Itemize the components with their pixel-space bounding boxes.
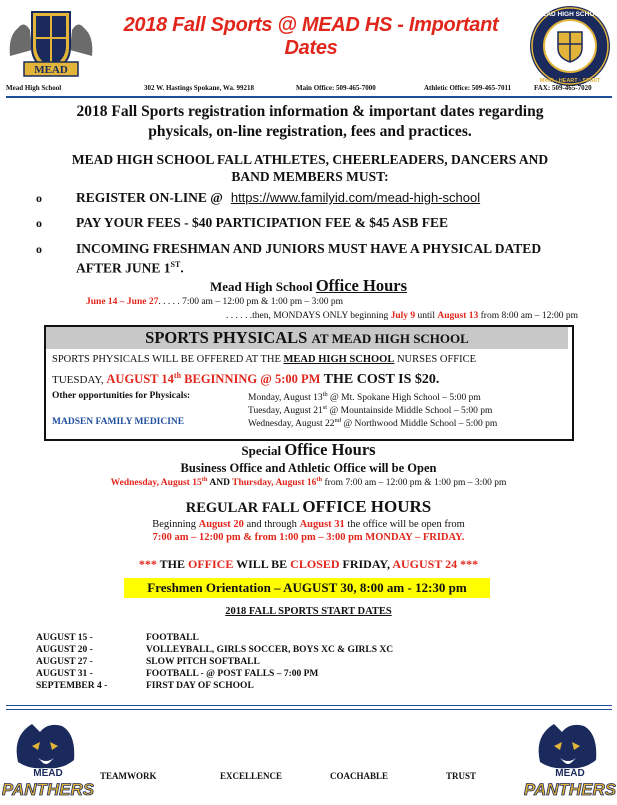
other-opportunities-label: Other opportunities for Physicals: xyxy=(52,391,191,401)
oh-dates: June 14 – June 27 xyxy=(86,297,159,307)
office-hours-title-pre: Mead High School xyxy=(209,279,316,294)
seal-text: MEAD HIGH SCHOOL xyxy=(536,11,604,18)
regular-hours-title xyxy=(0,497,617,517)
logo-top-text: MEAD xyxy=(33,768,63,779)
seal-motto: MIND · HEART · SPIRIT xyxy=(539,78,601,84)
office-hours-title-big: Office Hours xyxy=(315,276,407,295)
main-office-phone: Main Office: 509-465-7000 xyxy=(296,84,376,92)
intro-line-2: physicals, on-line registration, fees and practices. xyxy=(148,123,472,140)
physical-opportunity-1 xyxy=(248,391,568,403)
reg-l1-d: August 31 xyxy=(299,519,345,530)
athletic-office-phone: Athletic Office: 509-465-7011 xyxy=(424,84,512,92)
closed-d: CLOSED xyxy=(290,557,340,571)
phys-l1-a: SPORTS PHYSICALS WILL BE OFFERED AT THE xyxy=(52,354,284,365)
closed-e: FRIDAY, xyxy=(339,557,393,571)
intro-text xyxy=(30,102,590,142)
oh-l2-date2: August 13 xyxy=(437,311,479,321)
schedule-date: AUGUST 27 - xyxy=(36,657,93,667)
page-title: 2018 Fall Sports @ MEAD HS - Important Dates xyxy=(123,14,499,59)
intro-line-1: 2018 Fall Sports registration information & important dates regarding xyxy=(76,103,544,120)
crest-text: MEAD xyxy=(34,64,68,76)
fees-text: PAY YOUR FEES - $40 PARTICIPATION FEE & $45 ASB FEE xyxy=(76,215,449,230)
special-date-2: Thursday, August 16 xyxy=(232,478,317,489)
oh-times: . . . . . 7:00 am – 12:00 pm & 1:00 pm – 3:00 pm xyxy=(158,297,344,307)
schedule-date: SEPTEMBER 4 - xyxy=(36,681,108,691)
office-hours-line-1 xyxy=(86,297,606,307)
physical-sup: ST xyxy=(170,260,181,269)
regular-title-big: OFFICE HOURS xyxy=(302,497,432,516)
panthers-logo-left xyxy=(2,716,94,800)
opp1-sup: th xyxy=(322,391,328,398)
schedule-date: AUGUST 15 - xyxy=(36,633,93,643)
physicals-line-2 xyxy=(52,371,564,388)
special-title-pre: Special xyxy=(241,443,285,458)
bullet-circle-icon: o xyxy=(36,216,42,230)
special-date-1: Wednesday, August 15 xyxy=(110,478,202,489)
regular-title-pre: REGULAR FALL xyxy=(185,500,303,516)
physical-line-2: AFTER JUNE 1 xyxy=(76,260,171,276)
office-hours-title xyxy=(0,276,617,296)
regular-hours-line-2: 7:00 am – 12:00 pm & from 1:00 pm – 3:00 pm MONDAY – FRIDAY. xyxy=(152,532,465,543)
value-coachable: COACHABLE xyxy=(330,771,389,781)
freshmen-orientation-banner: Freshmen Orientation – AUGUST 30, 8:00 am - 12:30 pm xyxy=(124,578,490,598)
opp1-a: Monday, August 13 xyxy=(248,393,323,404)
must-line-2: BAND MEMBERS MUST: xyxy=(231,169,389,184)
start-dates-title: 2018 FALL SPORTS START DATES xyxy=(225,606,392,617)
logo-word: PANTHERS xyxy=(524,780,616,799)
closed-f: AUGUST 24 xyxy=(392,557,458,571)
oh-l2-c: from 8:00 am – 12:00 pm xyxy=(478,311,579,321)
opp3-sup: nd xyxy=(334,417,341,424)
fax-number: FAX: 509-465-7020 xyxy=(534,84,592,92)
phys-l1-b: MEAD HIGH SCHOOL xyxy=(283,354,395,365)
oh-l2-a: . . . . . .then, MONDAYS ONLY beginning xyxy=(226,311,391,321)
special-d1-sup: th xyxy=(201,476,208,483)
footer-divider-thin xyxy=(6,709,612,710)
stars-right: *** xyxy=(460,557,479,571)
physicals-heading xyxy=(46,327,568,349)
special-hours-times: from 7:00 am – 12:00 pm & 1:00 pm – 3:00 pm xyxy=(322,478,507,489)
closed-b: OFFICE xyxy=(188,557,234,571)
mead-crest-logo xyxy=(6,6,96,80)
logo-word: PANTHERS xyxy=(2,780,94,799)
schedule-date: AUGUST 31 - xyxy=(36,669,93,679)
opp2-sup: st xyxy=(322,404,328,411)
phys-l2-d: THE COST IS $20. xyxy=(320,372,440,388)
schedule-event: SLOW PITCH SOFTBALL xyxy=(146,657,260,667)
office-hours-line-2 xyxy=(226,311,616,321)
office-closed-notice xyxy=(0,557,617,572)
physical-end: . xyxy=(180,260,184,276)
must-line-1: MEAD HIGH SCHOOL FALL ATHLETES, CHEERLEADERS, DANCERS AND xyxy=(71,152,549,167)
school-name: Mead High School xyxy=(6,84,62,92)
schedule-event: FOOTBALL xyxy=(146,633,199,643)
oh-l2-b: until xyxy=(415,311,438,321)
physicals-line-1 xyxy=(52,354,564,365)
mead-seal-logo xyxy=(528,4,612,88)
special-and: AND xyxy=(207,478,233,489)
special-hours-subtitle: Business Office and Athletic Office will be Open xyxy=(180,461,437,475)
schedule-event: FIRST DAY OF SCHOOL xyxy=(146,681,254,691)
schedule-event: VOLLEYBALL, GIRLS SOCCER, BOYS XC & GIRLS XC xyxy=(146,645,394,655)
opp1-b: @ Mt. Spokane High School – 5:00 pm xyxy=(327,393,481,404)
physicals-head-big: SPORTS PHYSICALS xyxy=(145,328,312,347)
phys-l1-c: NURSES OFFICE xyxy=(394,354,477,365)
physicals-head-small: AT MEAD HIGH SCHOOL xyxy=(311,331,469,346)
special-hours-title xyxy=(0,440,617,460)
requirements-heading xyxy=(30,151,590,185)
physical-opportunity-2 xyxy=(248,404,568,416)
special-d2-sup: th xyxy=(316,476,323,483)
special-title-big: Office Hours xyxy=(284,440,376,459)
closed-a: THE xyxy=(156,557,188,571)
physical-line-1: INCOMING FRESHMAN AND JUNIORS MUST HAVE A PHYSICAL DATED xyxy=(76,241,542,256)
regular-hours-line-1 xyxy=(0,519,617,530)
bullet-circle-icon: o xyxy=(36,191,42,205)
street-address: 302 W. Hastings Spokane, Wa. 99218 xyxy=(144,84,254,92)
stars-left: *** xyxy=(138,557,157,571)
closed-c: WILL BE xyxy=(233,557,291,571)
bullet-circle-icon: o xyxy=(36,242,42,256)
opp2-b: @ Mountainside Middle School – 5:00 pm xyxy=(327,406,493,417)
special-hours-dates xyxy=(0,476,617,488)
register-text: REGISTER ON-LINE @ xyxy=(76,190,223,205)
schedule-date: AUGUST 20 - xyxy=(36,645,93,655)
reg-l1-c: and through xyxy=(243,519,300,530)
phys-l2-sup: th xyxy=(173,371,182,380)
registration-link[interactable]: https://www.familyid.com/mead-high-school xyxy=(230,190,481,205)
phys-l2-b: AUGUST 14 xyxy=(106,372,174,387)
panthers-logo-right xyxy=(524,716,616,800)
reg-l1-a: Beginning xyxy=(152,519,199,530)
madsen-family-medicine: MADSEN FAMILY MEDICINE xyxy=(52,417,185,427)
opp3-a: Wednesday, August 22 xyxy=(248,419,335,430)
oh-l2-date1: July 9 xyxy=(390,311,416,321)
reg-l1-b: August 20 xyxy=(198,519,244,530)
value-trust: TRUST xyxy=(446,771,477,781)
opp2-a: Tuesday, August 21 xyxy=(248,406,323,417)
opp3-b: @ Northwood Middle School – 5:00 pm xyxy=(340,419,498,430)
phys-l2-a: TUESDAY, xyxy=(52,374,107,387)
footer-divider xyxy=(6,705,612,706)
schedule-event: FOOTBALL - @ POST FALLS – 7:00 PM xyxy=(146,669,319,679)
reg-l1-e: the office will be open from xyxy=(344,519,465,530)
physical-opportunity-3 xyxy=(248,417,568,429)
value-excellence: EXCELLENCE xyxy=(220,771,283,781)
value-teamwork: TEAMWORK xyxy=(100,771,157,781)
header-divider xyxy=(6,96,612,98)
logo-top-text: MEAD xyxy=(555,768,585,779)
phys-l2-c: BEGINNING @ 5:00 PM xyxy=(181,372,321,387)
